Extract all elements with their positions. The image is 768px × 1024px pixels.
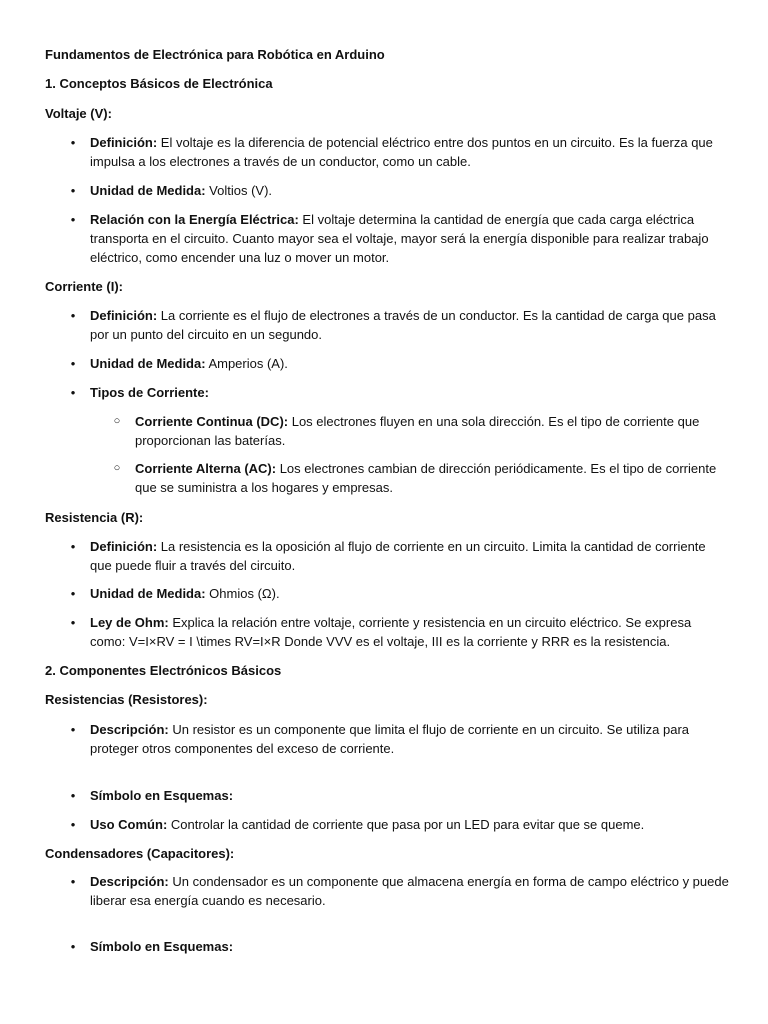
- bullet-icon: •: [70, 385, 76, 400]
- item-text: La resistencia es la oposición al flujo de corriente en un circuito. Limita la cantidad de corriente que puede fluir a través del circuito.: [90, 539, 706, 573]
- list-item: [70, 537, 730, 575]
- document-title: Fundamentos de Electrónica para Robótica en Arduino: [45, 47, 385, 62]
- item-term: Unidad de Medida:: [90, 183, 206, 198]
- list-item: [70, 815, 730, 834]
- item-term: Símbolo en Esquemas:: [90, 939, 234, 954]
- item-text: Controlar la cantidad de corriente que pasa por un LED para evitar que se queme.: [167, 817, 645, 832]
- list-item: [70, 210, 730, 267]
- item-term: Definición:: [90, 539, 158, 554]
- item-term: Descripción:: [90, 722, 169, 737]
- list-item: [70, 584, 730, 603]
- item-term: Unidad de Medida:: [90, 356, 206, 371]
- item-text: Voltios (V).: [205, 183, 273, 198]
- item-term: Definición:: [90, 308, 158, 323]
- list-item: [70, 383, 730, 402]
- list-item: [70, 181, 730, 200]
- circle-bullet-icon: ○: [113, 462, 121, 474]
- subheading-resistores: Resistencias (Resistores):: [45, 692, 208, 707]
- bullet-icon: •: [70, 183, 76, 198]
- item-term: Símbolo en Esquemas:: [90, 788, 234, 803]
- item-term: Definición:: [90, 135, 158, 150]
- bullet-icon: •: [70, 308, 76, 323]
- section-heading-2: 2. Componentes Electrónicos Básicos: [45, 663, 282, 678]
- bullet-icon: •: [70, 539, 76, 554]
- subheading-resistencia: Resistencia (R):: [45, 510, 144, 525]
- item-text: Ohmios (Ω).: [205, 586, 280, 601]
- item-term: Tipos de Corriente:: [90, 385, 209, 400]
- section-heading-1: 1. Conceptos Básicos de Electrónica: [45, 76, 273, 91]
- bullet-icon: •: [70, 874, 76, 889]
- bullet-icon: •: [70, 135, 76, 150]
- list-item: [70, 133, 730, 171]
- item-term: Unidad de Medida:: [90, 586, 206, 601]
- bullet-icon: •: [70, 817, 76, 832]
- sub-list-item: [113, 459, 735, 497]
- item-text: Los electrones cambian de dirección periódicamente. Es el tipo de corriente que se suministra a los hogares y empresas.: [135, 461, 717, 495]
- item-term: Corriente Alterna (AC):: [135, 461, 277, 476]
- list-item: [70, 937, 730, 956]
- item-term: Uso Común:: [90, 817, 168, 832]
- item-text: El voltaje determina la cantidad de energía que cada carga eléctrica transporta en el circuito. Cuanto mayor sea el voltaje, mayor será la energía disponible para realizar trabajo eléctrico, como encender una luz o mover un motor.: [90, 212, 709, 265]
- list-item: [70, 306, 730, 344]
- item-term: Descripción:: [90, 874, 169, 889]
- list-item: [70, 613, 730, 651]
- list-item: [70, 872, 730, 910]
- circle-bullet-icon: ○: [113, 415, 121, 427]
- sub-list-item: [113, 412, 735, 450]
- item-text: Los electrones fluyen en una sola dirección. Es el tipo de corriente que proporcionan las baterías.: [135, 414, 700, 448]
- bullet-icon: •: [70, 615, 76, 630]
- bullet-icon: •: [70, 212, 76, 227]
- item-text: Explica la relación entre voltaje, corriente y resistencia en un circuito eléctrico. Se expresa como: V=I×RV = I \times RV=I×R Donde VVV es el voltaje, III es la corriente y RRR es la resistencia.: [90, 615, 692, 649]
- bullet-icon: •: [70, 586, 76, 601]
- subheading-corriente: Corriente (I):: [45, 279, 123, 294]
- bullet-icon: •: [70, 788, 76, 803]
- bullet-icon: •: [70, 939, 76, 954]
- subheading-voltaje: Voltaje (V):: [45, 106, 112, 121]
- subheading-condensadores: Condensadores (Capacitores):: [45, 846, 235, 861]
- item-text: El voltaje es la diferencia de potencial eléctrico entre dos puntos en un circuito. Es la fuerza que impulsa a los electrones a través de un conductor, como un cable.: [90, 135, 713, 169]
- list-item: [70, 720, 730, 758]
- item-text: La corriente es el flujo de electrones a través de un conductor. Es la cantidad de carga que pasa por un punto del circuito en un segundo.: [90, 308, 716, 342]
- list-item: [70, 786, 730, 805]
- list-item: [70, 354, 730, 373]
- item-term: Relación con la Energía Eléctrica:: [90, 212, 299, 227]
- bullet-icon: •: [70, 722, 76, 737]
- bullet-icon: •: [70, 356, 76, 371]
- item-text: Un condensador es un componente que almacena energía en forma de campo eléctrico y puede liberar esa energía cuando es necesario.: [90, 874, 729, 908]
- item-text: Amperios (A).: [205, 356, 288, 371]
- item-term: Ley de Ohm:: [90, 615, 169, 630]
- item-text: Un resistor es un componente que limita el flujo de corriente en un circuito. Se utiliza para proteger otros componentes del exceso de corriente.: [90, 722, 690, 756]
- item-term: Corriente Continua (DC):: [135, 414, 289, 429]
